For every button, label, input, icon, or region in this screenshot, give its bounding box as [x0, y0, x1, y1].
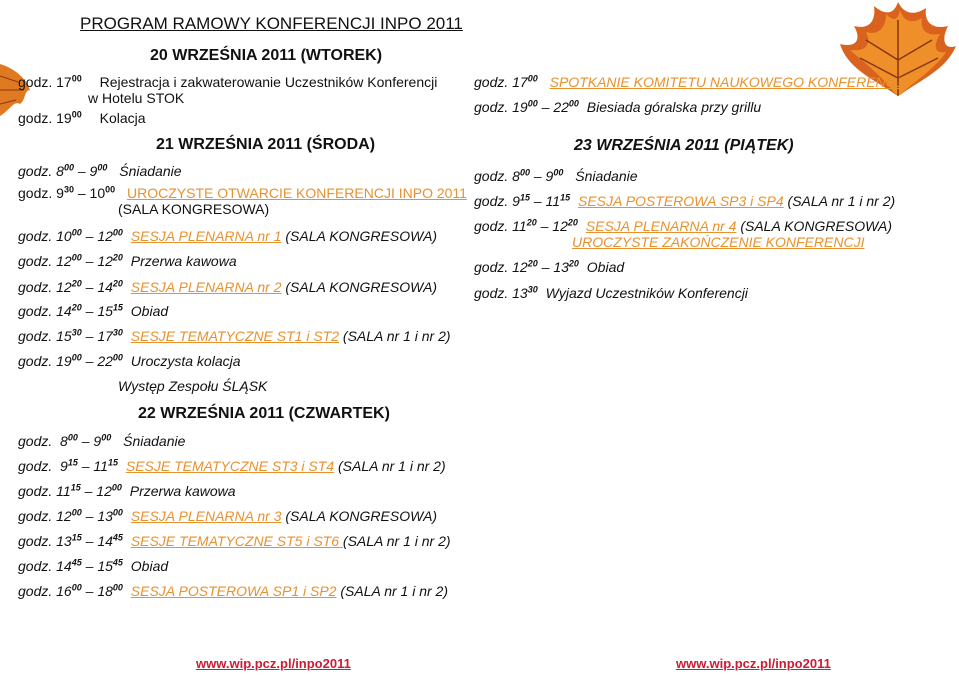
footer-link-left[interactable]: www.wip.pcz.pl/inpo2011 — [196, 656, 351, 671]
link-opening[interactable]: UROCZYSTE OTWARCIE KONFERENCJI INPO 2011 — [127, 185, 467, 201]
event-breakfast-23: godz. $8^{00} - 9^{00}$ Śniadanie — [474, 167, 638, 184]
event-sessions-st5-st6: godz. $13^{15} - 14^{45}$ SESJE TEMATYCZNE ST5 i ST6 (SALA nr 1 i nr 2) — [18, 532, 451, 549]
event-coffee-21: godz. $12^{00} - 12^{20}$ Przerwa kawowa — [18, 252, 237, 269]
day-heading-21: 21 WRZEŚNIA 2011 (ŚRODA) — [156, 136, 376, 153]
link-sp3-sp4[interactable]: SESJA POSTEROWA SP3 i SP4 — [577, 193, 784, 209]
event-barbecue: godz. $19^{00} - 22^{00}$ Biesiada góralska przy grillu — [474, 98, 762, 115]
event-breakfast-22: godz. $8^{00} - 9^{00}$ Śniadanie — [18, 432, 186, 449]
event-poster-sp1-sp2: godz. $16^{00} - 18^{00}$ SESJA POSTEROWA SP1 i SP2 (SALA nr 1 i nr 2) — [18, 582, 448, 599]
link-st1-st2[interactable]: SESJE TEMATYCZNE ST1 i ST2 — [130, 328, 340, 344]
link-committee[interactable]: SPOTKANIE KOMITETU NAUKOWEGO KONFERENCJI — [549, 74, 907, 90]
event-breakfast-21: godz. $8^{00} - 9^{00}$ Śniadanie — [18, 162, 182, 179]
event-plenary-3: godz. $12^{00} - 13^{00}$ SESJA PLENARNA nr 3 (SALA KONGRESOWA) — [18, 507, 438, 524]
event-lunch-21: godz. $14^{20} - 15^{15}$ Obiad — [18, 302, 169, 319]
event-supper-20: godz. $19^{00}$ Kolacja — [18, 109, 146, 126]
event-plenary-4: godz. $11^{20} - 12^{20}$ SESJA PLENARNA nr 4 (SALA KONGRESOWA) UROCZYSTE ZAKOŃCZENIE KONFERENCJI — [474, 217, 893, 250]
day-heading-20: 20 WRZEŚNIA 2011 (WTOREK) — [150, 47, 383, 64]
event-registration: godz. $17^{00}$ Rejestracja i zakwaterowanie Uczestników Konferencji w Hotelu STOK — [18, 73, 438, 106]
day-heading-22: 22 WRZEŚNIA 2011 (CZWARTEK) — [138, 405, 390, 422]
event-departure: godz. $13^{30}$ Wyjazd Uczestników Konferencji — [474, 284, 748, 301]
link-closing[interactable]: UROCZYSTE ZAKOŃCZENIE KONFERENCJI — [572, 234, 865, 250]
event-sessions-st3-st4: godz. $9^{15} - 11^{15}$ SESJE TEMATYCZNE ST3 i ST4 (SALA nr 1 i nr 2) — [18, 457, 446, 474]
link-plenary-4[interactable]: SESJA PLENARNA nr 4 — [585, 218, 737, 234]
event-plenary-2: godz. $12^{20} - 14^{20}$ SESJA PLENARNA nr 2 (SALA KONGRESOWA) — [18, 278, 438, 295]
link-sp1-sp2[interactable]: SESJA POSTEROWA SP1 i SP2 — [130, 583, 337, 599]
event-coffee-22: godz. $11^{15} - 12^{00}$ Przerwa kawowa — [18, 482, 236, 499]
event-sessions-st1-st2: godz. $15^{30} - 17^{30}$ SESJE TEMATYCZNE ST1 i ST2 (SALA nr 1 i nr 2) — [18, 327, 451, 344]
link-st5-st6[interactable]: SESJE TEMATYCZNE ST5 i ST6 — [130, 533, 343, 549]
event-poster-sp3-sp4: godz. $9^{15} - 11^{15}$ SESJA POSTEROWA SP3 i SP4 (SALA nr 1 i nr 2) — [474, 192, 896, 209]
event-opening: godz. $9^{30} - 10^{00}$ UROCZYSTE OTWARCIE KONFERENCJI INPO 2011 (SALA KONGRESOWA) — [18, 184, 467, 217]
link-st3-st4[interactable]: SESJE TEMATYCZNE ST3 i ST4 — [125, 458, 335, 474]
link-plenary-1[interactable]: SESJA PLENARNA nr 1 — [130, 228, 282, 244]
event-slask-performance: Występ Zespołu ŚLĄSK — [118, 378, 268, 394]
event-gala-dinner: godz. $19^{00} - 22^{00}$ Uroczysta kolacja — [18, 352, 241, 369]
footer-link-right[interactable]: www.wip.pcz.pl/inpo2011 — [676, 656, 831, 671]
day-heading-23: 23 WRZEŚNIA 2011 (PIĄTEK) — [574, 137, 794, 154]
event-committee-meeting: godz. $17^{00}$ SPOTKANIE KOMITETU NAUKOWEGO KONFERENCJI — [474, 73, 907, 90]
page-title: PROGRAM RAMOWY KONFERENCJI INPO 2011 — [80, 14, 463, 33]
link-plenary-3[interactable]: SESJA PLENARNA nr 3 — [130, 508, 282, 524]
event-lunch-22: godz. $14^{45} - 15^{45}$ Obiad — [18, 557, 169, 574]
event-lunch-23: godz. $12^{20} - 13^{20}$ Obiad — [474, 258, 625, 275]
event-plenary-1: godz. $10^{00} - 12^{00}$ SESJA PLENARNA nr 1 (SALA KONGRESOWA) — [18, 227, 438, 244]
link-plenary-2[interactable]: SESJA PLENARNA nr 2 — [130, 279, 282, 295]
